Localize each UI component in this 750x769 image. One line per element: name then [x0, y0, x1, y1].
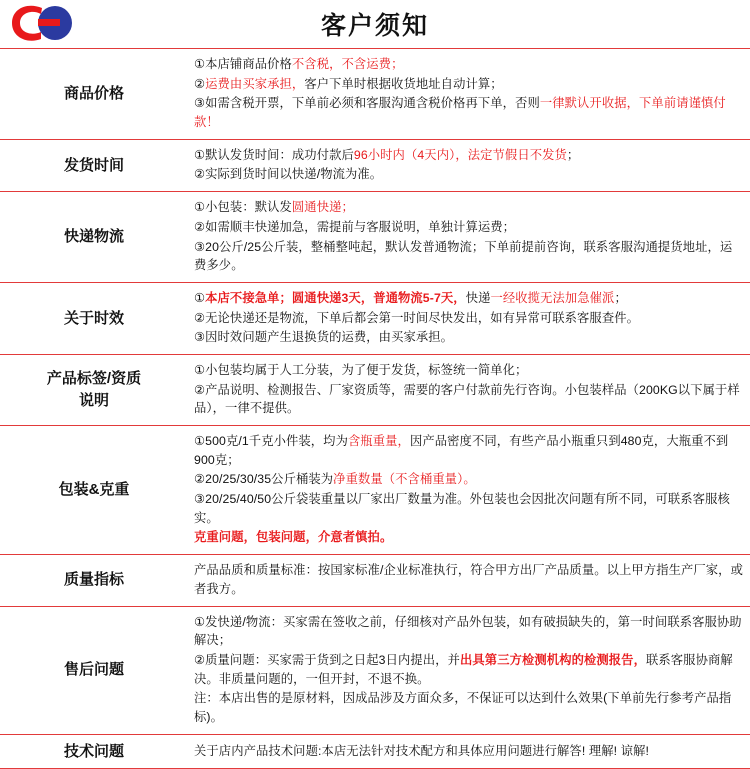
content-text: 产品品质和质量标准：按国家标准/企业标准执行，符合甲方出厂产品质量。以上甲方指生产厂家，或者我方。	[194, 563, 743, 596]
row-label: 包装&克重	[0, 426, 186, 555]
content-line	[194, 146, 744, 165]
content-text: ②实际到货时间以快递/物流为准。	[194, 167, 383, 182]
content-text: 圆通快递；	[291, 200, 354, 215]
content-text: 一律默认开收据，下单前请谨慎付款！	[194, 96, 726, 130]
row-label: 快递物流	[0, 192, 186, 283]
content-text: 96小时内（4天内），法定节假日不发货	[353, 147, 567, 162]
content-line	[194, 651, 744, 688]
table-row	[0, 139, 750, 191]
content-line	[194, 75, 744, 94]
content-text: ①500克/1千克小件装，均为	[194, 434, 348, 448]
table-row	[0, 282, 750, 354]
content-text: ②	[194, 76, 206, 91]
content-text: ③20/25/40/50公斤袋装重量以厂家出厂数量为准。外包装也会因批次问题有所不同，可联系客服核实。	[194, 492, 730, 525]
content-text: ②20/25/30/35公斤桶装为	[194, 472, 334, 487]
content-text: ；	[614, 290, 627, 305]
content-text: 含瓶重量，	[347, 434, 410, 448]
row-label: 发货时间	[0, 139, 186, 191]
content-text: 克重问题，包装问题，介意者慎拍。	[194, 530, 393, 545]
row-content	[186, 734, 750, 769]
row-label: 商品价格	[0, 49, 186, 140]
row-label: 关于时效	[0, 282, 186, 354]
content-text: ；	[566, 147, 580, 162]
content-text: ③因时效问题产生退换货的运费，由买家承担。	[194, 330, 454, 345]
page-header	[0, 0, 750, 48]
content-text: ②质量问题：买家需于货到之日起3日内提出，并	[194, 652, 461, 667]
content-text: 联系客服协商解决。非质量问题的，一但开封，不退不换。	[194, 652, 733, 686]
row-content	[186, 555, 750, 606]
page-title: 客户须知	[320, 11, 429, 40]
content-line	[194, 94, 744, 131]
table-row	[0, 354, 750, 425]
table-row	[0, 426, 750, 555]
table-row	[0, 734, 750, 769]
content-text: ①默认发货时间：成功付款后	[194, 147, 354, 162]
content-line	[194, 470, 744, 489]
content-text: 出具第三方检测机构的检测报告，	[460, 652, 646, 667]
row-label: 技术问题	[0, 734, 186, 769]
table-row	[0, 555, 750, 606]
content-text: 快递	[465, 290, 491, 305]
content-line	[194, 198, 744, 217]
content-text: ①发快递/物流：买家需在签收之前，仔细核对产品外包装，如有破损缺失的，第一时间联系客服协助解决；	[194, 614, 742, 648]
content-text: ③20公斤/25公斤装，整桶整吨起，默认发普通物流；下单前提前咨询，联系客服沟通提货地址，运费多少。	[194, 239, 733, 273]
content-line	[194, 218, 744, 237]
content-text: 关于店内产品技术问题:本店无法针对技术配方和具体应用问题进行解答! 理解! 谅解!	[194, 743, 649, 758]
row-label: 产品标签/资质 说明	[0, 354, 186, 425]
content-text: 注：本店出售的是原材料，因成品涉及方面众多，不保证可以达到什么效果(下单前先行参考产品指标)。	[194, 691, 732, 724]
table-row	[0, 606, 750, 734]
content-text: ①	[194, 290, 206, 305]
content-line	[194, 381, 744, 418]
row-content	[186, 282, 750, 354]
table-row	[0, 49, 750, 140]
content-line	[194, 165, 744, 184]
content-line	[194, 328, 744, 347]
content-text: 客户下单时根据收货地址自动计算；	[304, 76, 503, 91]
content-line	[194, 528, 744, 547]
content-text: ②如需顺丰快递加急，需提前与客服说明，单独计算运费；	[194, 219, 516, 234]
row-content	[186, 354, 750, 425]
content-text: ①本店铺商品价格	[194, 57, 292, 71]
content-line	[194, 289, 744, 308]
content-line	[194, 742, 744, 761]
content-line	[194, 55, 744, 74]
content-text: ②无论快递还是物流，下单后都会第一时间尽快发出，如有异常可联系客服查件。	[194, 310, 640, 325]
content-text: ①小包装均属于人工分装，为了便于发货，标签统一简单化；	[194, 362, 528, 377]
content-text: 不含税，不含运费；	[291, 57, 404, 71]
content-line	[194, 689, 744, 726]
content-text: 因产品密度不同，有些产品小瓶重只到480克，大瓶重不到900克；	[194, 434, 729, 467]
row-label: 质量指标	[0, 555, 186, 606]
notice-table-body	[0, 49, 750, 769]
content-line	[194, 490, 744, 527]
content-text: 一经收揽无法加急催派	[490, 290, 615, 305]
content-text: 本店不接急单；圆通快递3天，普通物流5-7天，	[205, 290, 466, 305]
row-content	[186, 139, 750, 191]
content-text: ①小包装：默认发	[194, 200, 292, 215]
content-line	[194, 309, 744, 328]
content-line	[194, 361, 744, 380]
notice-table	[0, 48, 750, 769]
content-line	[194, 432, 744, 469]
content-line	[194, 238, 744, 275]
content-line	[194, 613, 744, 650]
table-row	[0, 192, 750, 283]
row-content	[186, 49, 750, 140]
content-text: 净重数量（不含桶重量）。	[333, 472, 476, 487]
content-line	[194, 561, 744, 598]
row-label: 售后问题	[0, 606, 186, 734]
content-text: ③如需含税开票，下单前必须和客服沟通含税价格再下单，否则	[194, 96, 540, 111]
row-content	[186, 192, 750, 283]
row-content	[186, 606, 750, 734]
row-content	[186, 426, 750, 555]
brand-logo-icon	[8, 2, 82, 46]
content-text: ②产品说明、检测报告、厂家资质等，需要的客户付款前先行咨询。小包装样品（200KG以下属于样品），一律不提供。	[194, 382, 740, 416]
content-text: 运费由买家承担，	[205, 76, 305, 91]
